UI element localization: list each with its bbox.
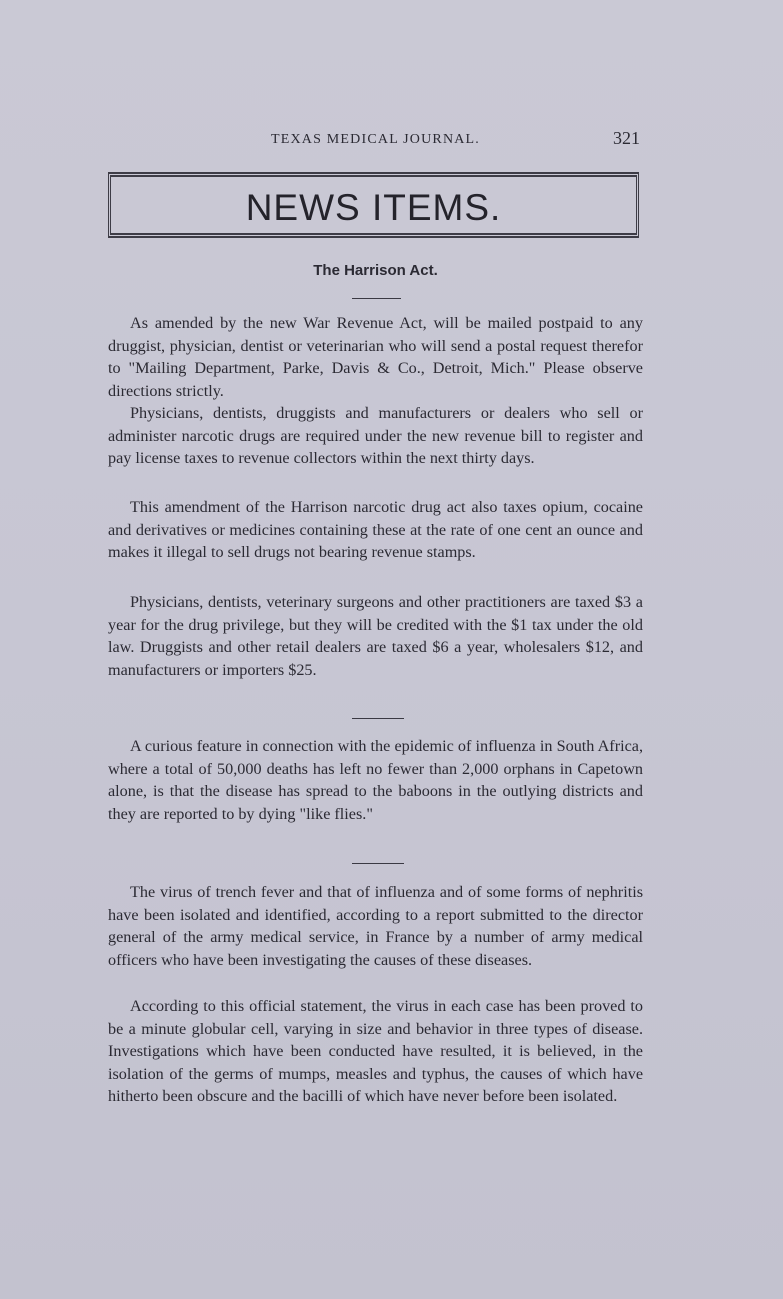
separator-rule [352,863,404,864]
paragraph-trench-fever: The virus of trench fever and that of influenza and of some forms of nephritis have been isolated and identified, according to a report submitted to the director general of the army medical service, in France by a number of army medical officers who have been investigating the causes of these diseases. [108,883,643,969]
running-head [108,128,643,154]
paragraph-harrison-2: Physicians, dentists, druggists and manufacturers or dealers who sell or administer narcotic drugs are required under the new revenue bill to register and pay license taxes to revenue collectors within the next thirty days. [108,404,643,467]
article-title: The Harrison Act. [313,262,438,279]
paragraph-virus-statement: According to this official statement, the virus in each case has been proved to be a minute globular cell, varying in size and behavior in three types of disease. Investigations which have been conducted have resulted, it is believed, in the isolation of the germs of mumps, measles and typhus, the causes of which have hitherto been obscure and the bacilli of which have never before been isolated. [108,997,643,1105]
banner-title: NEWS ITEMS. [245,187,502,228]
paragraph-influenza-baboons: A curious feature in connection with the epidemic of influenza in South Africa, where a total of 50,000 deaths has left no fewer than 2,000 orphans in Capetown alone, is that the disease has spread to the baboons in the outlying districts and they are reported to by dying "like flies." [108,737,643,823]
paragraph-harrison-3: This amendment of the Harrison narcotic drug act also taxes opium, cocaine and derivatives or medicines containing these at the rate of one cent an ounce and makes it illegal to sell drugs not bearing revenue stamps. [108,498,643,561]
journal-title: TEXAS MEDICAL JOURNAL. [270,132,481,147]
paragraph-harrison-1: As amended by the new War Revenue Act, will be mailed postpaid to any druggist, physician, dentist or veterinarian who will send a postal request therefor to "Mailing Department, Parke, Davis & Co., Detroit, Mich." Please observe directions strictly. [108,314,643,400]
paragraph-harrison-4: Physicians, dentists, veterinary surgeons and other practitioners are taxed $3 a year for the drug privilege, but they will be credited with the $1 tax under the old law. Druggists and other retail dealers are taxed $6 a year, wholesalers $12, and manufacturers or importers $25. [108,593,643,679]
section-banner [108,172,639,238]
page-number: 321 [613,128,640,148]
title-rule [352,298,401,299]
separator-rule [352,718,404,719]
